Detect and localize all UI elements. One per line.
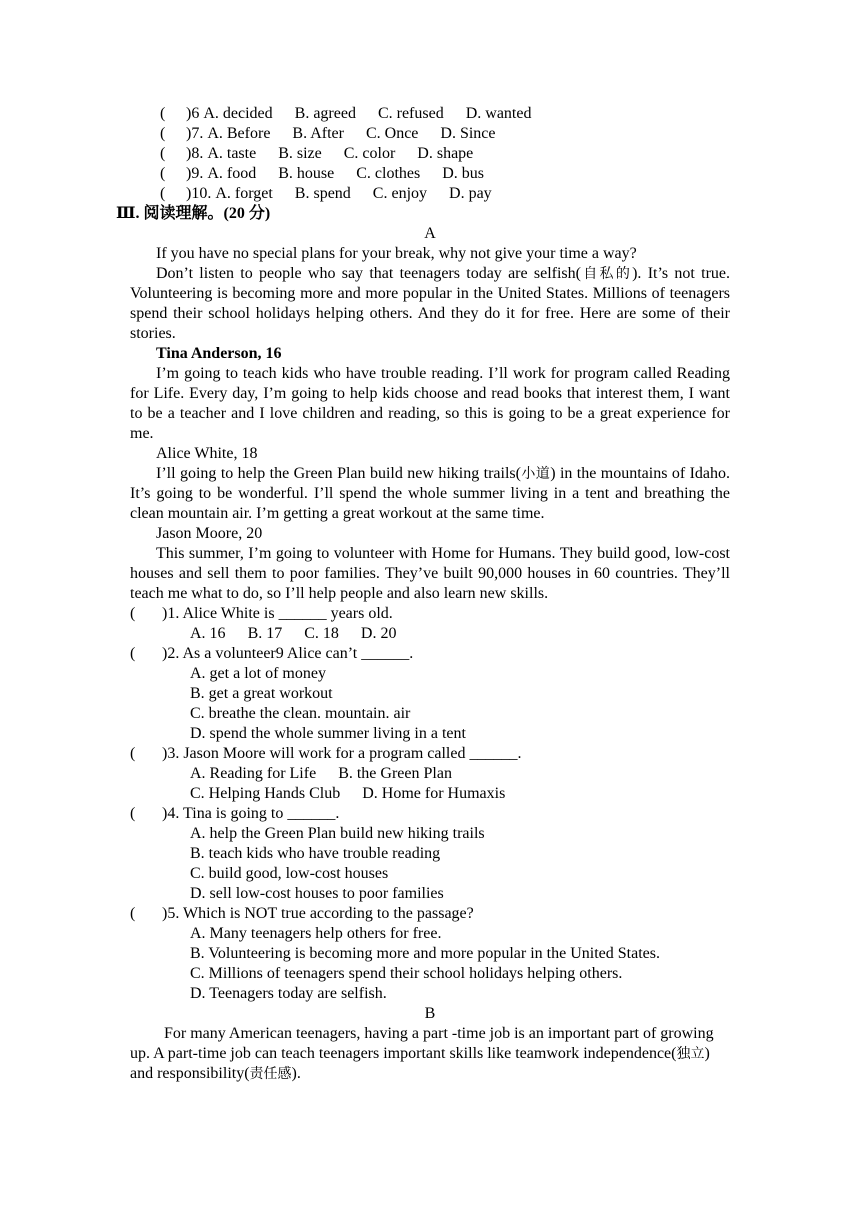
option-a: A. Before xyxy=(207,125,271,142)
option-c: C. Once xyxy=(365,125,419,142)
option-d: D. sell low-cost houses to poor families xyxy=(190,885,444,902)
answer-paren: ( xyxy=(130,605,136,622)
option-c: C. color xyxy=(343,145,396,162)
option-b: B. spend xyxy=(294,185,351,202)
option-a: A. Many teenagers help others for free. xyxy=(190,925,442,942)
option-c: C. breathe the clean. mountain. air xyxy=(190,705,411,722)
text: ). xyxy=(291,1065,301,1082)
option-d: D. Home for Humaxis xyxy=(362,785,506,802)
question-5 xyxy=(130,904,730,1004)
option-d: D. bus xyxy=(442,165,484,182)
options xyxy=(207,144,495,164)
answer-paren: ( xyxy=(160,105,166,122)
question-number: )6 xyxy=(186,105,200,122)
option-d: D. Teenagers today are selfish. xyxy=(190,985,387,1002)
cloze-row-7 xyxy=(160,124,730,144)
answer-paren: ( xyxy=(130,645,136,662)
option-b: B. teach kids who have trouble reading xyxy=(190,845,441,862)
option-b: B. the Green Plan xyxy=(338,765,452,782)
chinese-gloss: 自私的 xyxy=(581,266,633,282)
option-c: C. clothes xyxy=(356,165,421,182)
question-3 xyxy=(130,744,730,804)
answer-paren: ( xyxy=(160,145,166,162)
answer-paren: ( xyxy=(160,185,166,202)
option-c: C. Helping Hands Club xyxy=(190,785,341,802)
chinese-gloss: 独立 xyxy=(676,1046,705,1062)
question-stem: )3. Jason Moore will work for a program called ______. xyxy=(162,745,522,762)
option-a: A. Reading for Life xyxy=(190,765,317,782)
story-tina: I’m going to teach kids who have trouble reading. I’ll work for program called Reading for Life. Every day, I’m going to help kids choose and read books that interest them, I want to be a teacher and I love children and reading, so this is going to be a great experience for me. xyxy=(130,365,730,442)
story-name-alice: Alice White, 18 xyxy=(156,445,258,462)
answer-paren: ( xyxy=(130,745,136,762)
question-2 xyxy=(130,644,730,744)
text: Don’t listen to people who say that teenagers today are selfish( xyxy=(156,265,581,282)
options xyxy=(207,164,506,184)
options xyxy=(207,124,517,144)
option-a: A. taste xyxy=(207,145,257,162)
question-1 xyxy=(130,604,730,644)
text: For many American teenagers, having a part -time job is an important part of growing up. A part-time job can teach teenagers important skills like teamwork independence( xyxy=(130,1025,714,1062)
option-b: B. 17 xyxy=(247,625,283,642)
passage-a-paragraph xyxy=(130,264,730,344)
option-d: D. 20 xyxy=(360,625,397,642)
option-c: C. Millions of teenagers spend their school holidays helping others. xyxy=(190,965,623,982)
question-stem: )4. Tina is going to ______. xyxy=(162,805,340,822)
options xyxy=(203,104,553,124)
options xyxy=(130,784,730,804)
option-a: A. 16 xyxy=(190,625,226,642)
question-number: )8. xyxy=(186,145,204,162)
passage-b-paragraph xyxy=(130,1024,730,1084)
option-b: B. get a great workout xyxy=(190,685,333,702)
option-b: B. After xyxy=(292,125,344,142)
passage-a-intro: If you have no special plans for your break, why not give your time a way? xyxy=(156,245,637,262)
story-alice xyxy=(130,464,730,524)
answer-paren: ( xyxy=(160,165,166,182)
option-b: B. Volunteering is becoming more and more popular in the United States. xyxy=(190,945,660,962)
text: ) in the mountains of Idaho. It’s going to be wonderful. I’ll spend the whole summer living in a tent and breathing the clean mountain air. I’m getting a great workout at the same time. xyxy=(130,465,731,522)
cloze-row-9 xyxy=(160,164,730,184)
option-d: D. pay xyxy=(449,185,492,202)
option-d: D. spend the whole summer living in a tent xyxy=(190,725,466,742)
question-number: )10. xyxy=(186,185,212,202)
story-name-jason: Jason Moore, 20 xyxy=(156,525,263,542)
option-c: C. 18 xyxy=(304,625,339,642)
question-4 xyxy=(130,804,730,904)
answer-paren: ( xyxy=(130,905,136,922)
answer-paren: ( xyxy=(130,805,136,822)
option-d: D. Since xyxy=(440,125,496,142)
option-d: D. wanted xyxy=(465,105,532,122)
cloze-row-6 xyxy=(160,104,730,124)
cloze-row-8 xyxy=(160,144,730,164)
option-a: A. food xyxy=(207,165,257,182)
option-d: D. shape xyxy=(417,145,474,162)
section-title: Ⅲ. 阅读理解。(20 分) xyxy=(116,205,271,222)
story-jason: This summer, I’m going to volunteer with Home for Humans. They build good, low-cost houses and sell them to poor families. They’ve built 90,000 houses in 60 countries. They’ll teach me what to do, so I’ll help people and also learn new skills. xyxy=(130,545,730,602)
option-c: C. refused xyxy=(377,105,444,122)
passage-a-label: A xyxy=(424,225,436,242)
question-number: )7. xyxy=(186,125,204,142)
option-c: C. build good, low-cost houses xyxy=(190,865,389,882)
passage-b-label: B xyxy=(424,1005,436,1022)
question-stem: )5. Which is NOT true according to the passage? xyxy=(162,905,474,922)
cloze-options xyxy=(130,104,730,204)
option-a: A. help the Green Plan build new hiking trails xyxy=(190,825,485,842)
chinese-gloss: 责任感 xyxy=(249,1066,292,1082)
text: ) and responsibility( xyxy=(130,1045,710,1082)
answer-paren: ( xyxy=(160,125,166,142)
option-a: A. get a lot of money xyxy=(190,665,326,682)
exam-page xyxy=(116,104,731,1084)
question-number: )9. xyxy=(186,165,204,182)
chinese-gloss: 小道 xyxy=(520,466,551,482)
option-b: B. house xyxy=(278,165,335,182)
option-c: C. enjoy xyxy=(372,185,428,202)
option-a: A. forget xyxy=(215,185,273,202)
options xyxy=(130,764,730,784)
question-stem: )1. Alice White is ______ years old. xyxy=(162,605,393,622)
option-a: A. decided xyxy=(203,105,273,122)
text: I’ll going to help the Green Plan build new hiking trails( xyxy=(156,465,521,482)
options xyxy=(215,184,513,204)
option-b: B. size xyxy=(278,145,322,162)
cloze-row-10 xyxy=(160,184,730,204)
question-stem: )2. As a volunteer9 Alice can’t ______. xyxy=(162,645,414,662)
text: ). It’s not true. Volunteering is becoming more and more popular in the United States. Millions of teenagers spend their school holidays helping others. And they do it for free. Here are some of their stories. xyxy=(130,265,731,342)
story-name-tina: Tina Anderson, 16 xyxy=(156,345,282,362)
options xyxy=(130,624,730,644)
option-b: B. agreed xyxy=(294,105,356,122)
